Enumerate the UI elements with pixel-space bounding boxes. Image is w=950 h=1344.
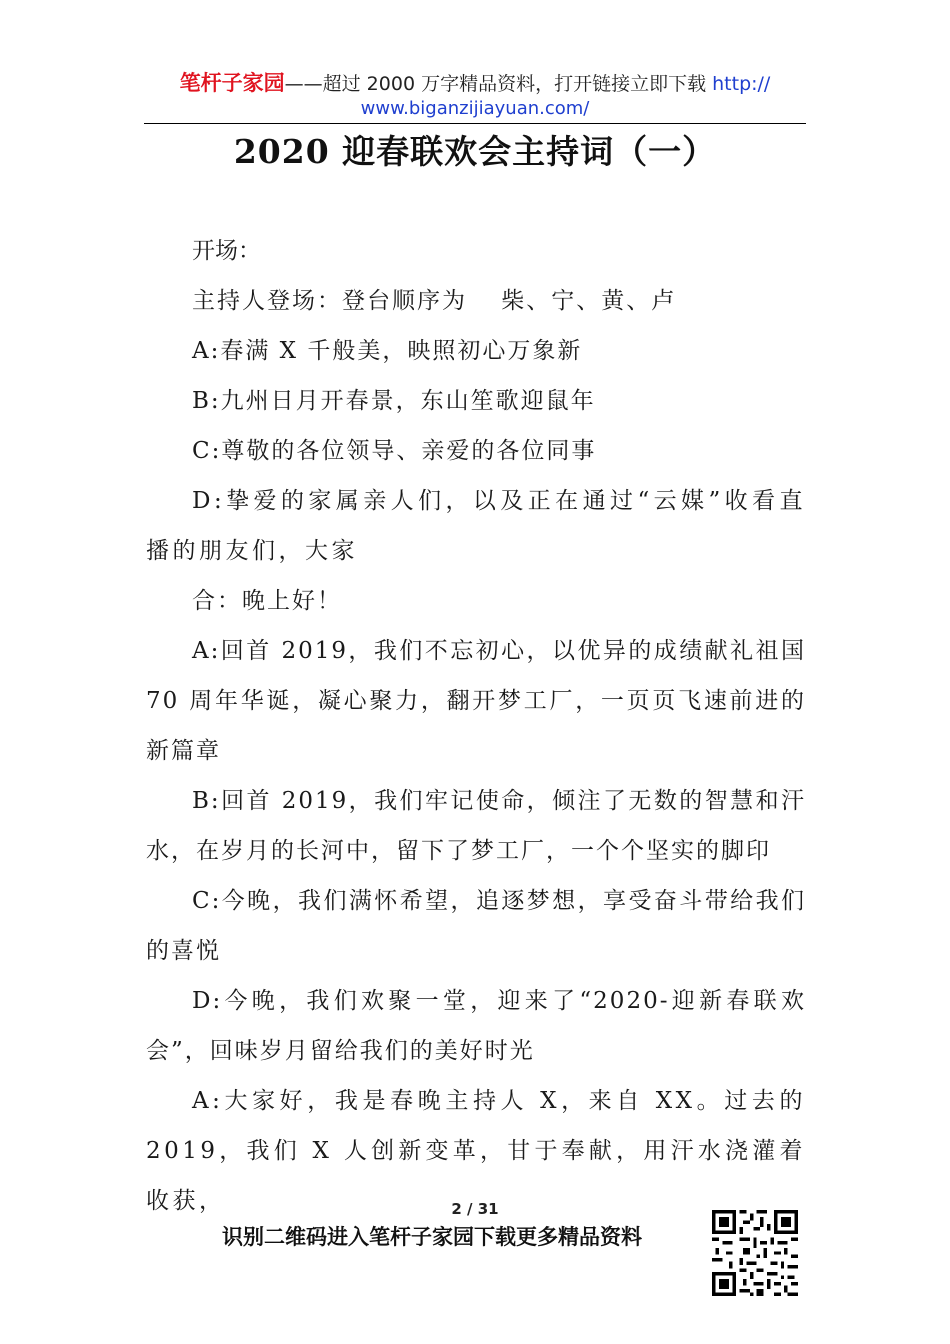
qr-code-icon[interactable] <box>712 1210 798 1296</box>
paragraph: A:回首 2019，我们不忘初心，以优异的成绩献礼祖国 70 周年华诞，凝心聚力，翻开梦工厂，一页页飞速前进的新篇章 <box>146 638 806 764</box>
header-link-part1[interactable]: http:// <box>712 73 771 95</box>
paragraph: 合：晚上好！ <box>192 588 342 614</box>
paragraph: C:尊敬的各位领导、亲爱的各位同事 <box>192 438 597 464</box>
paragraph: 主持人登场：登台顺序为 柴、宁、黄、卢 <box>192 288 677 314</box>
header-banner <box>0 70 950 97</box>
paragraph: C:今晚，我们满怀希望，追逐梦想，享受奋斗带给我们的喜悦 <box>146 888 806 964</box>
paragraph: B:回首 2019，我们牢记使命，倾注了无数的智慧和汗水，在岁月的长河中，留下了梦工厂，一个个坚实的脚印 <box>146 788 806 864</box>
paragraph: B:九州日月开春景，东山笙歌迎鼠年 <box>192 388 596 414</box>
paragraph: D:今晚，我们欢聚一堂，迎来了“2020-迎新春联欢会”，回味岁月留给我们的美好时光 <box>146 988 806 1064</box>
header-link-part2[interactable]: www.biganzijiayuan.com/ <box>360 98 590 119</box>
paragraph: A:春满 X 千般美，映照初心万象新 <box>192 338 583 364</box>
header-divider <box>144 123 806 124</box>
paragraph: D:挚爱的家属亲人们，以及正在通过“云媒”收看直播的朋友们，大家 <box>146 488 806 564</box>
paragraph: A:大家好，我是春晚主持人 X，来自 XX。过去的 2019，我们 X 人创新变革，甘于奉献，用汗水浇灌着收获， <box>146 1088 806 1214</box>
brand-name: 笔杆子家园 <box>179 71 285 95</box>
header-link-line <box>0 97 950 121</box>
header-tagline: ——超过 2000 万字精品资料，打开链接立即下载 <box>284 73 713 95</box>
paragraph: 开场： <box>192 238 261 264</box>
document-body <box>146 226 806 1226</box>
document-title: 2020 迎春联欢会主持词（一） <box>233 132 717 171</box>
page-number: 2 / 31 <box>451 1200 499 1218</box>
footer-caption: 识别二维码进入笔杆子家园下载更多精品资料 <box>222 1225 642 1249</box>
